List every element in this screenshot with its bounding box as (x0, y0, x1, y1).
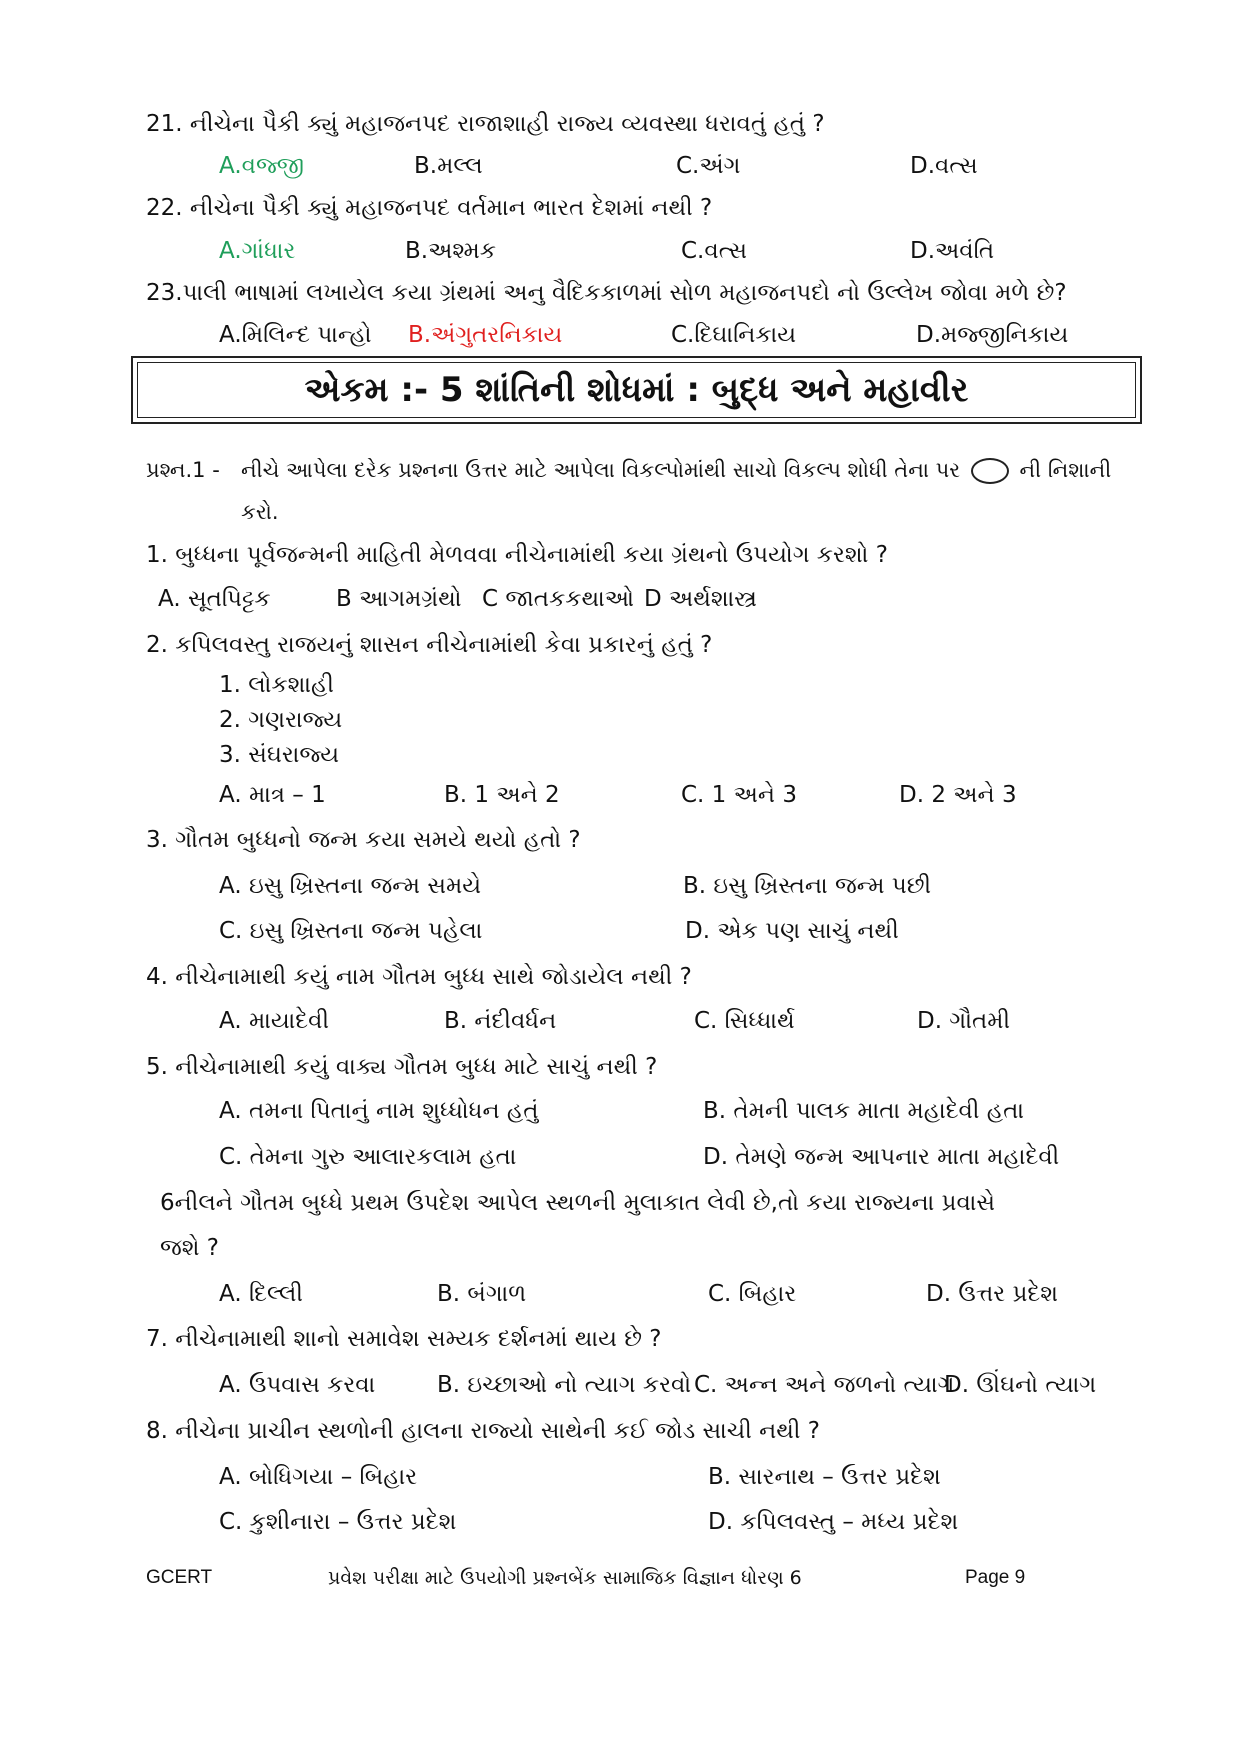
q6-option-c: C. બિહાર (708, 1281, 797, 1307)
footer-page-number: Page 9 (965, 1567, 1026, 1588)
instruction-prefix: પ્રશ્ન.1 - (146, 458, 220, 482)
q8-option-b: B. સારનાથ – ઉત્તર પ્રદેશ (708, 1464, 941, 1490)
instruction-line-1 (241, 455, 1111, 485)
q4-option-b: B. નંદીવર્ધન (444, 1008, 557, 1034)
circle-mark-icon (971, 458, 1009, 484)
question-8: 8. નીચેના પ્રાચીન સ્થળોની હાલના રાજ્યો સાથેની કઈ જોડ સાચી નથી ? (146, 1418, 820, 1444)
unit-title: એકમ :- 5 શાંતિની શોધમાં : બુદ્ધ અને મહાવીર (304, 370, 969, 410)
question-22: 22. નીચેના પૈકી ક્યું મહાજનપદ વર્તમાન ભારત દેશમાં નથી ? (146, 195, 713, 221)
question-21: 21. નીચેના પૈકી ક્યું મહાજનપદ રાજાશાહી રાજ્ય વ્યવસ્થા ધરાવતું હતું ? (146, 111, 825, 137)
q21-option-c: C.અંગ (676, 153, 741, 179)
footer-center: પ્રવેશ પરીક્ષા માટે ઉપયોગી પ્રશ્નબેંક સામાજિક વિજ્ઞાન ધોરણ 6 (328, 1567, 802, 1589)
q21-option-b: B.મલ્લ (414, 153, 483, 179)
q5-option-d: D. તેમણે જન્મ આપનાર માતા મહાદેવી (703, 1144, 1060, 1170)
question-6: 6નીલને ગૌતમ બુધ્ધે પ્રથમ ઉપદેશ આપેલ સ્થળની મુલાકાત લેવી છે,તો કયા રાજ્યના પ્રવાસે (160, 1190, 996, 1216)
instruction-after-circle: ની નિશાની (1019, 458, 1112, 482)
q21-option-d: D.વત્સ (910, 153, 978, 179)
q23-option-b-answer: B.અંગુતરનિકાય (408, 322, 563, 348)
q3-option-a: A. ઇસુ ખ્રિસ્તના જન્મ સમયે (219, 873, 482, 899)
q7-option-a: A. ઉપવાસ કરવા (219, 1372, 376, 1398)
unit-title-inner-border (137, 362, 1136, 418)
q2-sub-item-2: 2. ગણરાજ્ય (219, 707, 343, 733)
q7-option-d: D. ઊંઘનો ત્યાગ (944, 1372, 1097, 1398)
q3-option-b: B. ઇસુ ખ્રિસ્તના જન્મ પછી (683, 873, 932, 899)
q8-option-d: D. કપિલવસ્તુ – મધ્ય પ્રદેશ (708, 1509, 959, 1535)
q3-option-c: C. ઇસુ ખ્રિસ્તના જન્મ પહેલા (219, 918, 483, 944)
q2-option-a: A. માત્ર – 1 (219, 782, 326, 808)
q2-sub-item-1: 1. લોકશાહી (219, 672, 334, 698)
q2-option-d: D. 2 અને 3 (899, 782, 1017, 808)
q23-option-c: C.દિઘાનિકાય (671, 322, 797, 348)
q23-option-a: A.મિલિન્દ પાન્હો (219, 322, 372, 348)
footer-left: GCERT (146, 1567, 213, 1588)
q7-option-c: C. અન્ન અને જળનો ત્યાગ (694, 1372, 955, 1398)
question-1: 1. બુધ્ધના પૂર્વજન્મની માહિતી મેળવવા નીચેનામાંથી કયા ગ્રંથનો ઉપયોગ કરશો ? (146, 542, 888, 568)
q2-option-c: C. 1 અને 3 (681, 782, 797, 808)
unit-title-box (131, 356, 1142, 424)
q23-option-d: D.મજ્જીનિકાય (916, 322, 1069, 348)
question-3: 3. ગૌતમ બુધ્ધનો જન્મ કયા સમયે થયો હતો ? (146, 827, 581, 853)
question-7: 7. નીચેનામાથી શાનો સમાવેશ સમ્યક દર્શનમાં થાય છે ? (146, 1326, 662, 1352)
q21-option-a-answer: A.વજ્જી (219, 153, 305, 179)
q1-option-b: B આગમગ્રંથો (336, 586, 462, 612)
q4-option-c: C. સિધ્ધાર્થ (694, 1008, 795, 1034)
q8-option-c: C. કુશીનારા – ઉત્તર પ્રદેશ (219, 1509, 457, 1535)
q5-option-c: C. તેમના ગુરુ આલારકલામ હતા (219, 1144, 517, 1170)
q22-option-a-answer: A.ગાંધાર (219, 238, 296, 264)
q4-option-d: D. ગૌતમી (917, 1008, 1011, 1034)
q1-option-d: D અર્થશાસ્ત્ર (644, 586, 757, 612)
instruction-text: નીચે આપેલા દરેક પ્રશ્નના ઉત્તર માટે આપેલા વિકલ્પોમાંથી સાચો વિકલ્પ શોધી તેના પર (241, 458, 961, 482)
q7-option-b: B. ઇચ્છાઓ નો ત્યાગ કરવો (437, 1372, 692, 1398)
q1-option-a: A. સૂતપિટ્ટક (158, 586, 271, 612)
q1-option-c: C જાતકકથાઓ (482, 586, 635, 612)
question-23: 23.પાલી ભાષામાં લખાયેલ કયા ગ્રંથમાં અનુ વૈદિકકાળમાં સોળ મહાજનપદો નો ઉલ્લેખ જોવા મળે છે? (146, 280, 1067, 306)
question-2: 2. કપિલવસ્તુ રાજયનું શાસન નીચેનામાંથી કેવા પ્રકારનું હતું ? (146, 632, 713, 658)
q5-option-a: A. તમના પિતાનું નામ શુધ્ધોધન હતું (219, 1098, 539, 1124)
q22-option-d: D.અવંતિ (910, 238, 995, 264)
q6-option-d: D. ઉત્તર પ્રદેશ (926, 1281, 1059, 1307)
q8-option-a: A. બોધિગયા – બિહાર (219, 1464, 418, 1490)
q6-option-b: B. બંગાળ (437, 1281, 527, 1307)
q22-option-b: B.અશ્મક (405, 238, 497, 264)
q6-option-a: A. દિલ્લી (219, 1281, 303, 1307)
q3-option-d: D. એક પણ સાચું નથી (685, 918, 899, 944)
q5-option-b: B. તેમની પાલક માતા મહાદેવી હતા (703, 1098, 1025, 1124)
instruction-line-2: કરો. (241, 500, 279, 524)
q4-option-a: A. માયાદેવી (219, 1008, 330, 1034)
q2-sub-item-3: 3. સંઘરાજ્ય (219, 742, 340, 768)
question-6-line-2: જશે ? (160, 1235, 220, 1261)
question-5: 5. નીચેનામાથી કયું વાક્ય ગૌતમ બુધ્ધ માટે સાચું નથી ? (146, 1054, 658, 1080)
question-4: 4. નીચેનામાથી કયું નામ ગૌતમ બુધ્ધ સાથે જોડાયેલ નથી ? (146, 964, 692, 990)
q2-option-b: B. 1 અને 2 (444, 782, 560, 808)
q22-option-c: C.વત્સ (681, 238, 747, 264)
